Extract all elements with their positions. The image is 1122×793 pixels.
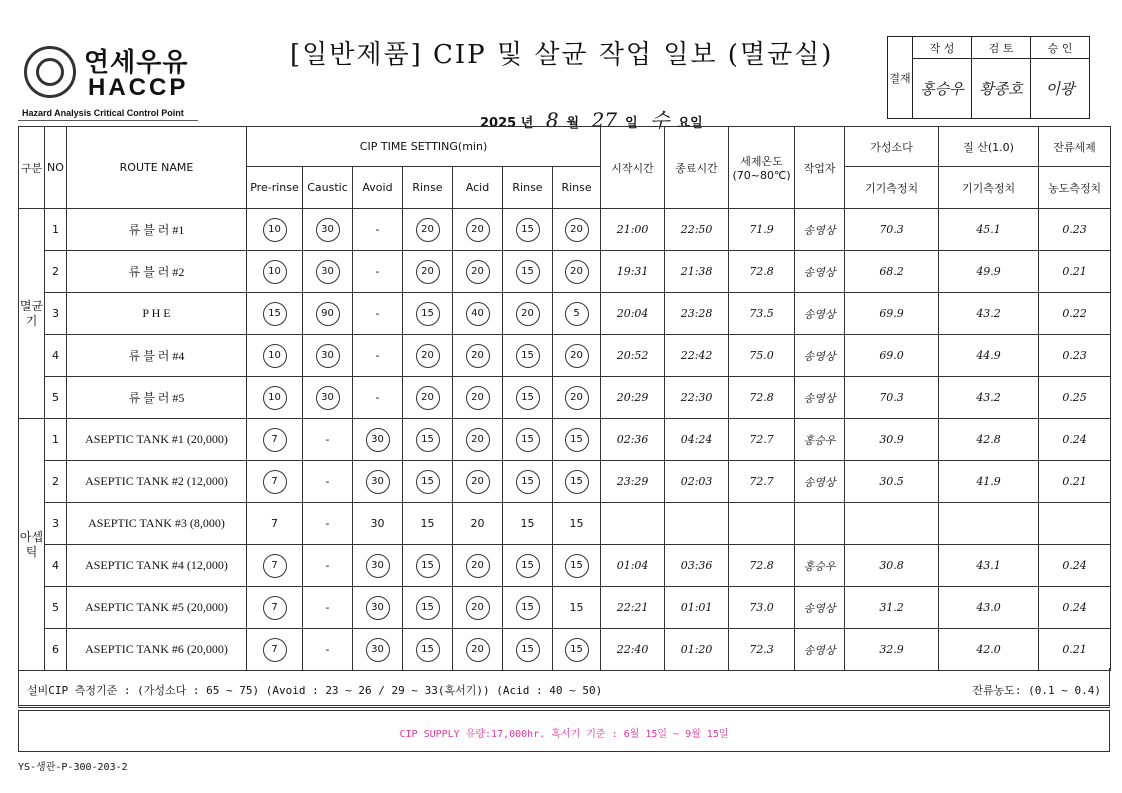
step-value: 90 <box>316 302 340 326</box>
step-value: - <box>325 643 330 656</box>
step-value: - <box>325 559 330 572</box>
step-value: 15 <box>565 638 589 662</box>
worker-name: 홍승우 <box>795 545 845 587</box>
cip-step-value <box>403 545 453 587</box>
route-name: ASEPTIC TANK #6 (20,000) <box>67 629 247 671</box>
end-time: 21:38 <box>665 251 729 293</box>
end-time: 22:30 <box>665 377 729 419</box>
cip-step-value <box>247 335 303 377</box>
cip-step-value <box>303 251 353 293</box>
start-time: 22:21 <box>601 587 665 629</box>
cip-step-value <box>453 251 503 293</box>
step-value: 30 <box>370 517 385 530</box>
route-name: 류 블 러 #5 <box>67 377 247 419</box>
header-residue: 잔류세제 <box>1039 127 1111 167</box>
cip-step-value <box>247 209 303 251</box>
route-name: ASEPTIC TANK #2 (12,000) <box>67 461 247 503</box>
header-acid: 질 산(1.0) <box>939 127 1039 167</box>
step-value: 20 <box>416 386 440 410</box>
step-value: 15 <box>416 554 440 578</box>
caustic-measure: 69.9 <box>845 293 939 335</box>
end-time: 22:42 <box>665 335 729 377</box>
cip-step-value <box>303 419 353 461</box>
detergent-temp: 72.7 <box>729 461 795 503</box>
worker-name: 송영상 <box>795 629 845 671</box>
caustic-measure: 31.2 <box>845 587 939 629</box>
step-value: 7 <box>263 428 287 452</box>
header-gubun: 구분 <box>19 127 45 209</box>
residue-measure: 0.25 <box>1039 377 1111 419</box>
step-value: 15 <box>420 517 435 530</box>
step-value: - <box>325 601 330 614</box>
table-row <box>19 293 1111 335</box>
header-end: 종료시간 <box>665 127 729 209</box>
acid-measure: 49.9 <box>939 251 1039 293</box>
cip-step-value <box>247 503 303 545</box>
step-value: - <box>375 307 380 320</box>
cip-step-value <box>453 587 503 629</box>
cip-step-value <box>553 335 601 377</box>
signature-reviewer: 황종호 <box>972 59 1031 119</box>
step-value: 15 <box>516 218 540 242</box>
row-no: 5 <box>45 587 67 629</box>
cip-step-value <box>247 461 303 503</box>
cip-step-value <box>503 503 553 545</box>
step-value: 15 <box>516 386 540 410</box>
table-row <box>19 377 1111 419</box>
row-no: 2 <box>45 461 67 503</box>
cip-step-value <box>303 335 353 377</box>
step-value: 15 <box>569 601 584 614</box>
header-caustic: 가성소다 <box>845 127 939 167</box>
end-time: 01:01 <box>665 587 729 629</box>
detergent-temp: 75.0 <box>729 335 795 377</box>
step-value: 20 <box>466 470 490 494</box>
cip-step-value <box>453 209 503 251</box>
step-value: 40 <box>466 302 490 326</box>
step-value: - <box>325 433 330 446</box>
cip-step-value <box>247 293 303 335</box>
cip-step-value <box>303 377 353 419</box>
worker-name: 홍승우 <box>795 419 845 461</box>
cip-log-table: 구분 NO ROUTE NAME CIP TIME SETTING(min) 시작시간 종료시간 세제온도 (70~80℃) 작업자 가성소다 질 산(1.0) 잔류세제 Pre-rinse Caustic Avoid Rinse Acid Rinse Rinse 기기측정치 기기측정치 농도측정치 멸균기 1 류 블 러 #1 10 30 - 20 20 15 20 21:00 22:50 71.9 송영상 70.3 45.1 0.23 2 류 블 러 #2 10 30 - 20 20 15 20 19:31 21:38 72.8 송영상 68.2 49.9 0.21 3 P H E 15 90 - 15 40 20 5 20:04 23:28 73.5 송영상 69.9 43.2 0.22 4 류 블 러 #4 10 30 - 20 20 15 20 20:52 22:42 75.0 송영상 69.0 44.9 0.23 5 류 블 러 #5 10 30 - 20 20 15 20 20:29 22:30 72.8 송영상 70.3 43.2 0.25 아셉틱 1 ASEPTIC TANK #1 (20,000) 7 - 30 15 20 15 15 02:36 04:24 72.7 홍승우 30.9 42.8 0.24 2 ASEPTIC TANK #2 (12,000) 7 - 30 15 20 15 15 23:29 02:03 72.7 송영상 30.5 41.9 0.21 3 ASEPTIC TANK #3 (8,000) 7 - 30 15 20 15 15 4 ASEPTIC TANK #4 (12,000) 7 - 30 15 20 15 15 01:04 03:36 72.8 홍승우 30.8 43.1 0.24 5 ASEPTIC TANK #5 (20,000) 7 - 30 15 20 15 15 22:21 01:01 73.0 송영상 31.2 43.0 0.24 6 ASEPTIC TANK #6 (20,000) 7 - 30 15 20 15 15 22:40 01:20 72.3 송영상 32.9 42.0 0.21 <box>18 126 1111 671</box>
cip-step-value <box>303 461 353 503</box>
step-value: - <box>325 517 330 530</box>
cip-step-value <box>303 629 353 671</box>
step-value: 20 <box>565 218 589 242</box>
step-value: 15 <box>416 638 440 662</box>
header-no: NO <box>45 127 67 209</box>
detergent-temp: 72.8 <box>729 545 795 587</box>
header-worker: 작업자 <box>795 127 845 209</box>
step-value: - <box>375 265 380 278</box>
step-value: 20 <box>516 302 540 326</box>
start-time: 19:31 <box>601 251 665 293</box>
step-value: 30 <box>316 386 340 410</box>
step-value: 20 <box>416 218 440 242</box>
worker-name: 송영상 <box>795 461 845 503</box>
caustic-measure: 70.3 <box>845 377 939 419</box>
acid-measure: 43.1 <box>939 545 1039 587</box>
table-row <box>19 461 1111 503</box>
cip-step-value <box>247 629 303 671</box>
cip-step-value <box>553 377 601 419</box>
cip-step-value <box>553 209 601 251</box>
step-value: 20 <box>466 554 490 578</box>
worker-name: 송영상 <box>795 209 845 251</box>
start-time: 20:04 <box>601 293 665 335</box>
step-value: 30 <box>316 218 340 242</box>
cip-step-value <box>503 461 553 503</box>
end-time: 01:20 <box>665 629 729 671</box>
acid-measure: 43.2 <box>939 377 1039 419</box>
measure-standard: 설비CIP 측정기준 : (가성소다 : 65 ~ 75) (Avoid : 23 ~ 26 / 29 ~ 33(혹서기)) (Acid : 40 ~ 50) <box>27 684 603 697</box>
detergent-temp: 73.0 <box>729 587 795 629</box>
detergent-temp: 71.9 <box>729 209 795 251</box>
worker-name: 송영상 <box>795 335 845 377</box>
step-value: 15 <box>520 517 535 530</box>
step-value: 20 <box>466 428 490 452</box>
acid-measure: 45.1 <box>939 209 1039 251</box>
report-date: 2025 년 8 월 27 일 수 요일 <box>480 108 703 132</box>
seal-icon <box>24 46 76 98</box>
cip-step-value <box>403 629 453 671</box>
step-value: 30 <box>366 638 390 662</box>
cip-step-value <box>403 461 453 503</box>
page-title: [일반제품] CIP 및 살균 작업 일보 (멸균실) <box>290 40 834 70</box>
acid-measure: 42.8 <box>939 419 1039 461</box>
step-value: 5 <box>565 302 589 326</box>
row-no: 3 <box>45 503 67 545</box>
step-value: 15 <box>516 344 540 368</box>
detergent-temp: 73.5 <box>729 293 795 335</box>
step-value: - <box>375 223 380 236</box>
residue-measure: 0.22 <box>1039 293 1111 335</box>
start-time: 02:36 <box>601 419 665 461</box>
step-value: 15 <box>516 596 540 620</box>
cip-step-value <box>403 503 453 545</box>
residue-measure: 0.23 <box>1039 335 1111 377</box>
cip-step-value <box>553 419 601 461</box>
residue-measure: 0.24 <box>1039 587 1111 629</box>
cip-step-value <box>247 587 303 629</box>
cip-step-value <box>553 629 601 671</box>
row-no: 3 <box>45 293 67 335</box>
cip-step-value <box>503 629 553 671</box>
table-row <box>19 629 1111 671</box>
cip-step-value <box>453 335 503 377</box>
step-value: 15 <box>516 428 540 452</box>
step-value: 15 <box>516 260 540 284</box>
route-name: 류 블 러 #1 <box>67 209 247 251</box>
header-start: 시작시간 <box>601 127 665 209</box>
start-time: 20:29 <box>601 377 665 419</box>
cip-step-value <box>503 335 553 377</box>
step-value: 7 <box>263 596 287 620</box>
cip-step-value <box>453 545 503 587</box>
caustic-measure: 30.5 <box>845 461 939 503</box>
detergent-temp: 72.8 <box>729 251 795 293</box>
residue-measure: 0.24 <box>1039 419 1111 461</box>
step-value: 20 <box>466 218 490 242</box>
start-time: 20:52 <box>601 335 665 377</box>
table-row <box>19 587 1111 629</box>
step-value: 7 <box>263 554 287 578</box>
step-value: 15 <box>416 302 440 326</box>
cip-step-value <box>353 293 403 335</box>
company-name: 연세우유 <box>84 48 189 78</box>
cip-step-value <box>553 461 601 503</box>
step-value: - <box>325 475 330 488</box>
cip-step-value <box>403 587 453 629</box>
step-value: 15 <box>516 554 540 578</box>
end-time: 03:36 <box>665 545 729 587</box>
cip-step-value <box>403 419 453 461</box>
step-value: 15 <box>516 638 540 662</box>
cip-step-value <box>353 251 403 293</box>
step-value: 15 <box>416 470 440 494</box>
group-label: 아셉틱 <box>19 419 45 671</box>
cip-step-value <box>503 293 553 335</box>
header-cip: CIP TIME SETTING(min) <box>247 127 601 167</box>
step-value: 30 <box>316 344 340 368</box>
step-value: 20 <box>470 517 485 530</box>
detergent-temp: 72.8 <box>729 377 795 419</box>
step-value: 7 <box>263 470 287 494</box>
row-no: 2 <box>45 251 67 293</box>
cip-step-value <box>403 377 453 419</box>
caustic-measure: 32.9 <box>845 629 939 671</box>
group-label: 멸균기 <box>19 209 45 419</box>
step-value: 15 <box>516 470 540 494</box>
cip-step-value <box>353 629 403 671</box>
header-route: ROUTE NAME <box>67 127 247 209</box>
document-code: YS-생관-P-300-203-2 <box>18 762 128 773</box>
table-row <box>19 335 1111 377</box>
cip-step-value <box>403 293 453 335</box>
row-no: 1 <box>45 419 67 461</box>
worker-name <box>795 503 845 545</box>
residue-measure <box>1039 503 1111 545</box>
step-value: 20 <box>416 260 440 284</box>
route-name: 류 블 러 #4 <box>67 335 247 377</box>
signature-approver: 이광 <box>1031 59 1090 119</box>
step-value: 15 <box>416 596 440 620</box>
step-value: 20 <box>466 260 490 284</box>
acid-measure: 43.0 <box>939 587 1039 629</box>
worker-name: 송영상 <box>795 377 845 419</box>
step-value: 20 <box>466 638 490 662</box>
step-value: 10 <box>263 260 287 284</box>
start-time <box>601 503 665 545</box>
row-no: 4 <box>45 545 67 587</box>
step-value: 30 <box>366 554 390 578</box>
cip-step-value <box>353 587 403 629</box>
step-value: 15 <box>565 428 589 452</box>
cip-step-value <box>303 503 353 545</box>
approval-label: 결재 <box>888 37 913 119</box>
cip-step-value <box>353 419 403 461</box>
cip-step-value <box>503 209 553 251</box>
route-name: ASEPTIC TANK #3 (8,000) <box>67 503 247 545</box>
cip-step-value <box>247 545 303 587</box>
cip-step-value <box>503 545 553 587</box>
step-value: - <box>375 349 380 362</box>
end-time: 22:50 <box>665 209 729 251</box>
step-value: 20 <box>466 596 490 620</box>
step-value: 30 <box>366 596 390 620</box>
step-value: 30 <box>316 260 340 284</box>
row-no: 1 <box>45 209 67 251</box>
step-value: - <box>375 391 380 404</box>
worker-name: 송영상 <box>795 587 845 629</box>
step-value: 15 <box>263 302 287 326</box>
step-value: 20 <box>416 344 440 368</box>
residue-measure: 0.21 <box>1039 251 1111 293</box>
step-value: 30 <box>366 470 390 494</box>
cip-step-value <box>353 461 403 503</box>
cip-step-value <box>453 503 503 545</box>
cip-step-value <box>503 377 553 419</box>
cip-step-value <box>403 251 453 293</box>
header-temp: 세제온도 (70~80℃) <box>729 127 795 209</box>
end-time <box>665 503 729 545</box>
cip-step-value <box>503 251 553 293</box>
caustic-measure: 70.3 <box>845 209 939 251</box>
cip-step-value <box>353 545 403 587</box>
step-value: 20 <box>466 344 490 368</box>
caustic-measure: 68.2 <box>845 251 939 293</box>
cip-step-value <box>403 335 453 377</box>
supply-note: CIP SUPPLY 유량:17,000hr. 혹서기 기준 : 6월 15일 ~ 9월 15일 <box>399 729 729 740</box>
cip-step-value <box>453 419 503 461</box>
detergent-temp <box>729 503 795 545</box>
step-value: 7 <box>263 638 287 662</box>
acid-measure: 43.2 <box>939 293 1039 335</box>
step-value: 10 <box>263 344 287 368</box>
haccp-subtitle: Hazard Analysis Critical Control Point <box>22 108 184 118</box>
acid-measure: 41.9 <box>939 461 1039 503</box>
end-time: 02:03 <box>665 461 729 503</box>
cip-step-value <box>453 461 503 503</box>
company-logo <box>18 38 198 118</box>
cip-step-value <box>303 293 353 335</box>
worker-name: 송영상 <box>795 251 845 293</box>
cip-step-value <box>353 503 403 545</box>
residue-measure: 0.21 <box>1039 461 1111 503</box>
cip-step-value <box>453 377 503 419</box>
residue-standard: 잔류농도: (0.1 ~ 0.4) <box>972 684 1101 697</box>
cip-step-value <box>247 251 303 293</box>
route-name: P H E <box>67 293 247 335</box>
residue-measure: 0.21 <box>1039 629 1111 671</box>
cip-step-value <box>553 503 601 545</box>
table-row <box>19 419 1111 461</box>
cip-step-value <box>553 251 601 293</box>
start-time: 22:40 <box>601 629 665 671</box>
caustic-measure: 30.9 <box>845 419 939 461</box>
step-value: 20 <box>565 260 589 284</box>
cip-step-value <box>453 629 503 671</box>
acid-measure: 42.0 <box>939 629 1039 671</box>
cip-step-value <box>553 293 601 335</box>
row-no: 6 <box>45 629 67 671</box>
table-row <box>19 503 1111 545</box>
cip-step-value <box>303 545 353 587</box>
step-value: 20 <box>466 386 490 410</box>
supply-row <box>18 710 1110 752</box>
caustic-measure: 30.8 <box>845 545 939 587</box>
table-row <box>19 545 1111 587</box>
signature-writer: 홍승우 <box>913 59 972 119</box>
cip-step-value <box>353 209 403 251</box>
table-row <box>19 209 1111 251</box>
step-value: 15 <box>569 517 584 530</box>
haccp-label: HACCP <box>88 74 189 101</box>
route-name: ASEPTIC TANK #1 (20,000) <box>67 419 247 461</box>
step-value: 10 <box>263 386 287 410</box>
start-time: 23:29 <box>601 461 665 503</box>
row-no: 4 <box>45 335 67 377</box>
cip-step-value <box>503 587 553 629</box>
cip-step-value <box>303 587 353 629</box>
row-no: 5 <box>45 377 67 419</box>
acid-measure <box>939 503 1039 545</box>
cip-step-value <box>553 545 601 587</box>
residue-measure: 0.24 <box>1039 545 1111 587</box>
end-time: 23:28 <box>665 293 729 335</box>
acid-measure: 44.9 <box>939 335 1039 377</box>
worker-name: 송영상 <box>795 293 845 335</box>
step-value: 20 <box>565 386 589 410</box>
cip-step-value <box>353 377 403 419</box>
step-value: 7 <box>271 517 278 530</box>
cip-step-value <box>553 587 601 629</box>
cip-step-value <box>247 377 303 419</box>
route-name: ASEPTIC TANK #5 (20,000) <box>67 587 247 629</box>
cip-step-value <box>453 293 503 335</box>
start-time: 21:00 <box>601 209 665 251</box>
detergent-temp: 72.3 <box>729 629 795 671</box>
step-value: 15 <box>565 554 589 578</box>
cip-step-value <box>303 209 353 251</box>
standard-row <box>18 668 1110 708</box>
cip-step-value <box>403 209 453 251</box>
route-name: ASEPTIC TANK #4 (12,000) <box>67 545 247 587</box>
end-time: 04:24 <box>665 419 729 461</box>
cip-step-value <box>247 419 303 461</box>
cip-step-value <box>353 335 403 377</box>
step-value: 10 <box>263 218 287 242</box>
approval-box: 결재 작 성 검 토 승 인 홍승우 황종호 이광 <box>887 36 1090 119</box>
route-name: 류 블 러 #2 <box>67 251 247 293</box>
cip-step-value <box>503 419 553 461</box>
step-value: 30 <box>366 428 390 452</box>
residue-measure: 0.23 <box>1039 209 1111 251</box>
step-value: 15 <box>565 470 589 494</box>
caustic-measure: 69.0 <box>845 335 939 377</box>
start-time: 01:04 <box>601 545 665 587</box>
step-value: 20 <box>565 344 589 368</box>
table-row <box>19 251 1111 293</box>
detergent-temp: 72.7 <box>729 419 795 461</box>
caustic-measure <box>845 503 939 545</box>
step-value: 15 <box>416 428 440 452</box>
